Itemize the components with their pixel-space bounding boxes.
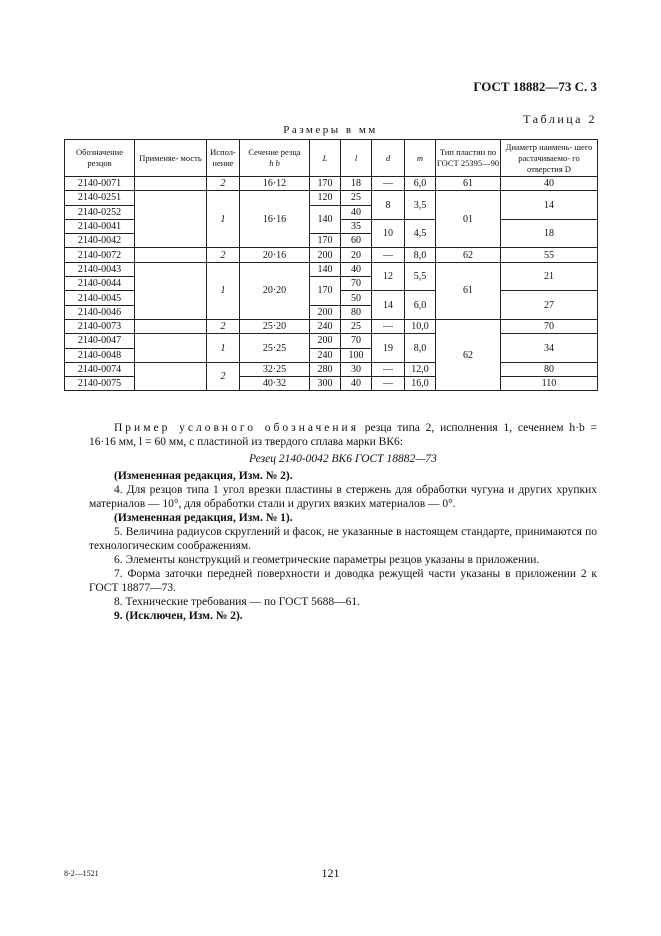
col-section: Сечение резца h b	[240, 140, 310, 177]
edit-note-2: (Измененная редакция, Изм. № 2).	[114, 470, 293, 482]
col-d: d	[372, 140, 405, 177]
table-row: 2140-0073 2 25·20 240 25 — 10,0 62 70	[65, 319, 598, 333]
col-l: l	[341, 140, 372, 177]
table-row: 2140-0042 170 60	[65, 234, 598, 248]
table-row: 2140-0043 1 20·20 140 40 12 5,5 61 21	[65, 262, 598, 276]
table-row: 2140-0047 1 25·25 200 70 19 8,0 34	[65, 334, 598, 348]
dimensions-table	[64, 139, 598, 391]
col-plate-type: Тип пластин по ГОСТ 25395—90	[436, 140, 501, 177]
paragraph-5: 5. Величина радиусов скруглений и фасок, не указанные в настоящем стандарте, принимаются по технологическим соображениям.	[89, 526, 597, 552]
table-row: 2140-0072 2 20·16 200 20 — 8,0 62 55	[65, 248, 598, 262]
table-row: 2140-0046 200 80	[65, 305, 598, 319]
table-caption: Таблица 2	[523, 112, 597, 126]
table-row: 2140-0048 240 100	[65, 348, 598, 362]
paragraph-8: 8. Технические требования — по ГОСТ 5688—61.	[114, 596, 360, 608]
table-header-row	[65, 140, 598, 177]
col-m: m	[405, 140, 436, 177]
paragraph-9: 9. (Исключен, Изм. № 2).	[114, 610, 243, 622]
example-paragraph: Пример условного обозначения резца типа 2, исполнения 1, сечением h·b = 16·16 мм, l = 60 мм, с пластиной из твердого сплава марки ВК6:	[89, 422, 597, 448]
page-number: 121	[321, 866, 340, 880]
paragraph-7: 7. Форма заточки передней поверхности и доводка режущей части указаны в приложении 2 к ГОСТ 18877—73.	[89, 568, 597, 594]
col-designation: Обозначение резцов	[65, 140, 135, 177]
body-text	[89, 421, 597, 623]
col-application: Применяе- мость	[135, 140, 207, 177]
table-row: 2140-0075 40·32 300 40 — 16,0 110	[65, 377, 598, 391]
table-row: 2140-0071 2 16·12 170 18 — 6,0 61 40	[65, 177, 598, 191]
page-header: ГОСТ 18882—73 С. 3	[473, 79, 597, 94]
edit-note-1: (Измененная редакция, Изм. № 1).	[114, 512, 293, 524]
table-row: 2140-0045 50 14 6,0 27	[65, 291, 598, 305]
table-row: 2140-0044 170 70	[65, 277, 598, 291]
col-diameter: Диаметр наимень- шего растачиваемо- го отверстия D	[501, 140, 598, 177]
paragraph-4: 4. Для резцов типа 1 угол врезки пластины в стержень для обработки чугуна и других хрупких материалов — 10°, для обработки стали и других вязких материалов — 0°.	[89, 484, 597, 510]
table-row: 2140-0041 35 10 4,5 18	[65, 219, 598, 233]
col-L: L	[310, 140, 341, 177]
paragraph-6: 6. Элементы конструкций и геометрические параметры резцов указаны в приложении.	[114, 554, 540, 566]
print-code: 8-2—1521	[64, 869, 99, 878]
example-designation: Резец 2140-0042 ВК6 ГОСТ 18882—73	[249, 453, 437, 465]
table-row: 2140-0251 1 16·16 120 25 8 3,5 01 14	[65, 191, 598, 205]
col-version: Испол- нение	[207, 140, 240, 177]
table-row: 2140-0074 2 32·25 280 30 — 12,0 80	[65, 362, 598, 376]
dimensions-caption: Размеры в мм	[283, 124, 378, 136]
table-row: 2140-0252 140 40	[65, 205, 598, 219]
